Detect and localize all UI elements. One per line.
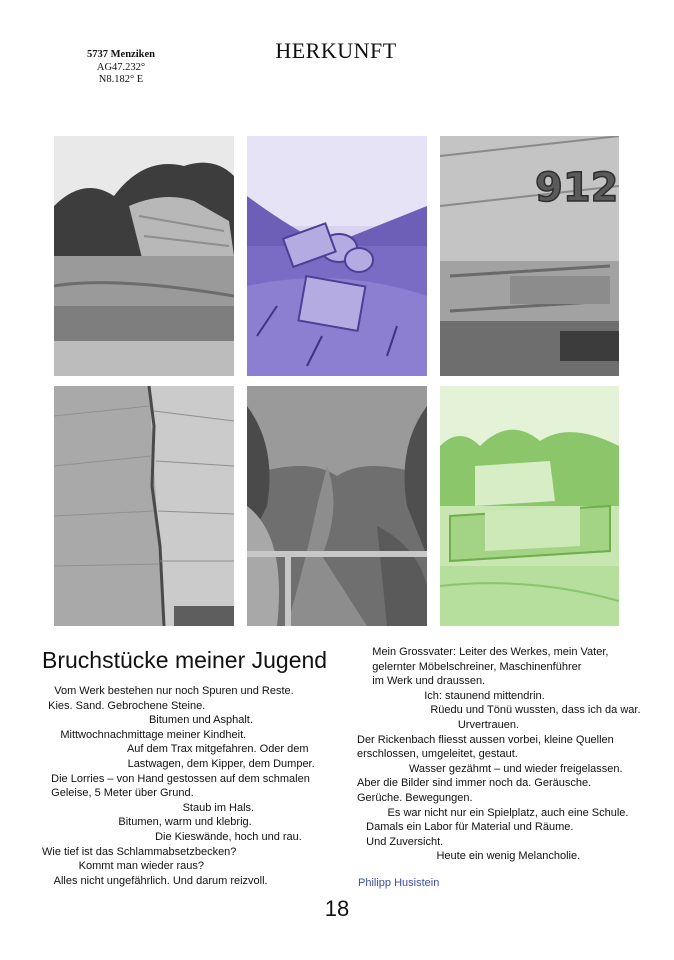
article-line: Wie tief ist das Schlammabsetzbecken? xyxy=(42,845,237,858)
article-line: Alles nicht ungefährlich. Und darum reizvoll. xyxy=(42,874,268,887)
article-line: Mittwochnachmittage meiner Kindheit. xyxy=(42,728,247,741)
article-line: Ich: staunend mittendrin. xyxy=(357,689,545,702)
article-headline: Bruchstücke meiner Jugend xyxy=(42,647,328,673)
svg-text:912: 912 xyxy=(535,165,619,211)
machine-number-label xyxy=(535,165,619,211)
article-line: Mein Grossvater: Leiter des Werkes, mein Vater, xyxy=(357,646,609,658)
article-line: Staub im Hals. xyxy=(42,801,255,814)
photo-pipes-in-grass xyxy=(247,136,427,376)
article-line: Kies. Sand. Gebrochene Steine. xyxy=(42,699,206,712)
article-line: Geleise, 5 Meter über Grund. xyxy=(42,787,194,800)
location-latitude: AG47.232° xyxy=(96,61,146,73)
article-line: Die Lorries – von Hand gestossen auf dem schmalen xyxy=(42,772,310,785)
article-line: Vom Werk bestehen nur noch Spuren und Reste. xyxy=(42,685,294,697)
photo-machine-912 xyxy=(440,136,619,376)
article-line: Wasser gezähmt – und wieder freigelassen. xyxy=(357,762,623,775)
article-line: Gerüche. Bewegungen. xyxy=(357,791,473,804)
photo-green-basin xyxy=(440,386,619,626)
location-longitude: N8.182° E xyxy=(98,74,144,85)
article-line: Kommt man wieder raus? xyxy=(42,860,204,873)
photo-quarry-cliff xyxy=(54,136,234,376)
article-column-right xyxy=(357,645,657,864)
article-line: Der Rickenbach fliesst aussen vorbei, kleine Quellen xyxy=(357,733,614,746)
article-line: Auf dem Trax mitgefahren. Oder dem xyxy=(42,743,309,756)
article-line: Es war nicht nur ein Spielplatz, auch eine Schule. xyxy=(357,806,629,819)
author-name: Philipp Husistein xyxy=(358,877,440,889)
article-line: Und Zuversicht. xyxy=(357,835,444,848)
photo-concrete-walls xyxy=(54,386,234,626)
article-line: Lastwagen, dem Kipper, dem Dumper. xyxy=(42,757,315,770)
article-line: gelernter Möbelschreiner, Maschinenführer xyxy=(357,660,582,673)
page-number: 18 xyxy=(324,896,350,921)
photo-stream xyxy=(247,386,427,626)
article-line: Bitumen und Asphalt. xyxy=(42,714,253,727)
location-block xyxy=(82,49,160,87)
article-line: Rüedu und Tönü wussten, dass ich da war. xyxy=(357,704,641,717)
article-line: Bitumen, warm und klebrig. xyxy=(42,816,252,829)
page-title: HERKUNFT xyxy=(275,38,397,63)
article-line: erschlossen, umgeleitet, gestaut. xyxy=(357,748,518,761)
article-line: Die Kieswände, hoch und rau. xyxy=(42,830,302,843)
article-line: im Werk und draussen. xyxy=(357,675,486,688)
article-column-left xyxy=(42,684,342,888)
article-line: Damals ein Labor für Material und Räume. xyxy=(357,821,574,834)
article-line: Heute ein wenig Melancholie. xyxy=(357,850,581,863)
location-place: 5737 Menziken xyxy=(87,49,155,60)
article-line: Aber die Bilder sind immer noch da. Geräusche. xyxy=(357,777,592,790)
article-line: Urvertrauen. xyxy=(357,718,519,731)
